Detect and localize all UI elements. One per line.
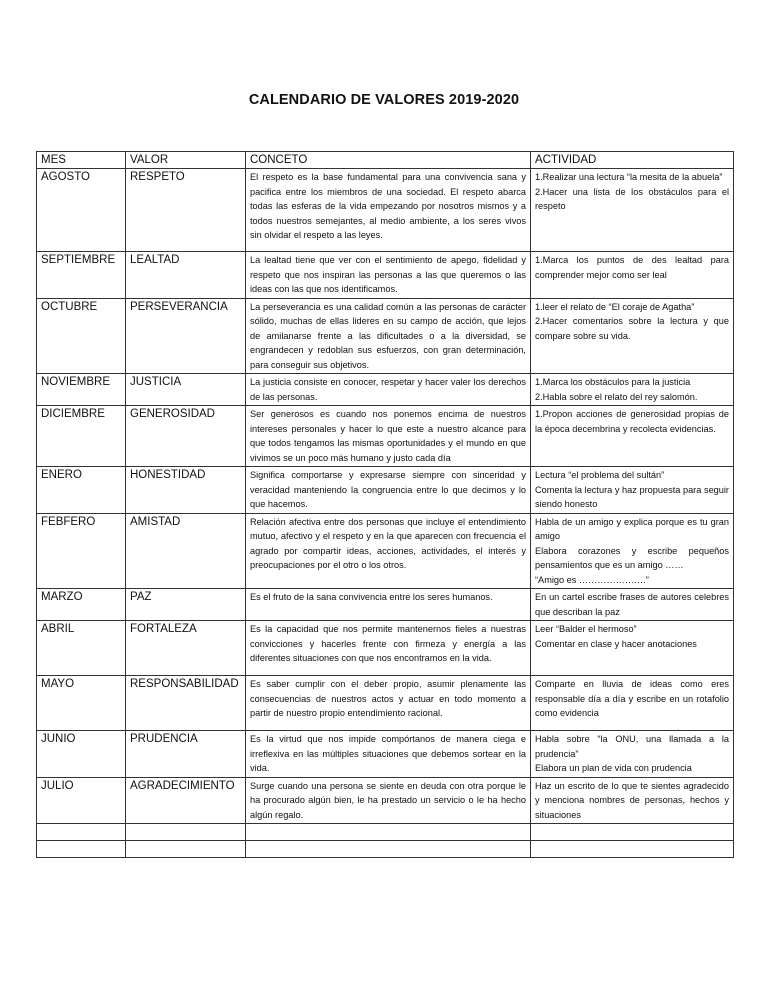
value-cell: FORTALEZA xyxy=(126,621,246,676)
header-concepto: CONCETO xyxy=(246,152,531,169)
empty-cell xyxy=(246,824,531,841)
value-cell: JUSTICIA xyxy=(126,374,246,406)
activity-line: Comentar en clase y hacer anotaciones xyxy=(535,638,697,649)
month-cell: ENERO xyxy=(37,467,126,514)
activity-line: Habla de un amigo y explica porque es tu gran amigo xyxy=(535,516,729,541)
month-cell: MARZO xyxy=(37,589,126,621)
value-cell: AGRADECIMIENTO xyxy=(126,777,246,824)
table-row xyxy=(37,513,734,589)
concept-cell: Ser generosos es cuando nos ponemos encima de nuestros intereses personales y hacer lo que este a nuestro alcance para que todos tengamos las mismas oportunidades y el mundo en que vivimos se un poco más humano y justo cada día xyxy=(246,406,531,467)
value-cell: AMISTAD xyxy=(126,513,246,589)
value-cell: LEALTAD xyxy=(126,252,246,299)
month-cell: AGOSTO xyxy=(37,169,126,252)
activity-cell xyxy=(531,676,734,731)
table-row xyxy=(37,252,734,299)
activity-line: Lectura “el problema del sultán” xyxy=(535,470,665,480)
activity-line: Comparte en lluvia de ideas como eres responsable día a día y escribe en un rotafolio como evidencia xyxy=(535,679,729,718)
document-title: CALENDARIO DE VALORES 2019-2020 xyxy=(248,92,520,108)
activity-line: 2.Hacer comentarios sobre la lectura y que compare sobre su vida. xyxy=(535,316,729,341)
value-cell: GENEROSIDAD xyxy=(126,406,246,467)
activity-line: Comenta la lectura y haz propuesta para seguir siendo honesto xyxy=(535,484,729,509)
month-cell: MAYO xyxy=(37,676,126,731)
month-cell: FEBFERO xyxy=(37,513,126,589)
month-cell: ABRIL xyxy=(37,621,126,676)
value-cell: RESPETO xyxy=(126,169,246,252)
concept-cell: La lealtad tiene que ver con el sentimiento de apego, fidelidad y respeto que nos inspiran las personas a las que queremos o las ideas con las que nos identificamos. xyxy=(246,252,531,299)
activity-cell xyxy=(531,298,734,374)
activity-line: 2.Hacer una lista de los obstáculos para el respeto xyxy=(535,186,729,211)
activity-line: 1.Marca los obstáculos para la justicia xyxy=(535,377,691,387)
activity-line: En un cartel escribe frases de autores celebres que describan la paz xyxy=(535,592,729,617)
table-row xyxy=(37,467,734,514)
table-row xyxy=(37,374,734,406)
month-cell: NOVIEMBRE xyxy=(37,374,126,406)
activity-line: Elabora corazones y escribe pequeños pensamientos que es un amigo …… xyxy=(535,545,729,570)
empty-cell xyxy=(126,841,246,858)
empty-cell xyxy=(531,824,734,841)
activity-cell xyxy=(531,252,734,299)
value-cell: PAZ xyxy=(126,589,246,621)
table-row xyxy=(37,169,734,252)
activity-line: 1.Realizar una lectura “la mesita de la abuela” xyxy=(535,172,723,182)
header-actividad: ACTIVIDAD xyxy=(531,152,734,169)
activity-line: 1.leer el relato de “El coraje de Agatha” xyxy=(535,301,695,312)
activity-cell xyxy=(531,169,734,252)
concept-cell: La justicia consiste en conocer, respetar y hacer valer los derechos de las personas. xyxy=(246,374,531,406)
activity-cell xyxy=(531,621,734,676)
value-cell: HONESTIDAD xyxy=(126,467,246,514)
concept-cell: La perseverancia es una calidad común a las personas de carácter sólido, muchas de ellas lideres en su campo de acción, que lejos de amilanarse frente a las dificultades o a la diversidad, se engrandecen y redoblan sus esfuerzos, con gran determinación, para conseguir sus objetivos. xyxy=(246,298,531,374)
table-row xyxy=(37,298,734,374)
concept-cell: Surge cuando una persona se siente en deuda con otra porque le ha procurado algún bien, le ha prestado un servicio o le ha hecho algún regalo. xyxy=(246,777,531,824)
value-cell: PERSEVERANCIA xyxy=(126,298,246,374)
empty-row xyxy=(37,824,734,841)
month-cell: SEPTIEMBRE xyxy=(37,252,126,299)
concept-cell: Es la capacidad que nos permite mantenernos fieles a nuestras convicciones y hacerles frente con firmeza y energía a las diferentes situaciones con que nos encontramos en la vida. xyxy=(246,621,531,676)
concept-cell: El respeto es la base fundamental para una convivencia sana y pacifica entre los miembros de una sociedad. El respeto abarca todas las esferas de la vida empezando por nosotros mismos y a todos nuestros semejantes, al medio ambiente, a los seres vivos sin olvidar el respeto a las leyes. xyxy=(246,169,531,252)
table-row xyxy=(37,777,734,824)
month-cell: OCTUBRE xyxy=(37,298,126,374)
concept-cell: Relación afectiva entre dos personas que incluye el entendimiento mutuo, afectivo y el respeto y en la que aparecen con frecuencia el agrado por compartir ideas, acciones, actividades, el interés y preocupaciones por el otro o los otros. xyxy=(246,513,531,589)
activity-line: Leer “Balder el hermoso” xyxy=(535,624,637,634)
empty-row xyxy=(37,841,734,858)
activity-line: 1.Propon acciones de generosidad propias de la época decembrina y recolecta evidencias. xyxy=(535,409,729,434)
empty-cell xyxy=(37,824,126,841)
activity-cell xyxy=(531,589,734,621)
concept-cell: Es el fruto de la sana convivencia entre los seres humanos. xyxy=(246,589,531,621)
activity-cell xyxy=(531,731,734,778)
value-cell: RESPONSABILIDAD xyxy=(126,676,246,731)
empty-cell xyxy=(531,841,734,858)
activity-cell xyxy=(531,777,734,824)
activity-line: “Amigo es ………………….” xyxy=(535,574,649,585)
concept-cell: Es la virtud que nos impide compórtanos de manera ciega e irreflexiva en las múltiples situaciones que debemos sortear en la vida. xyxy=(246,731,531,778)
concept-cell: Significa comportarse y expresarse siempre con sinceridad y veracidad manteniendo la congruencia entre lo que decimos y lo que hacemos. xyxy=(246,467,531,514)
activity-cell xyxy=(531,406,734,467)
activity-line: Habla sobre “la ONU, una llamada a la prudencia” xyxy=(535,734,729,759)
table-row xyxy=(37,676,734,731)
activity-cell xyxy=(531,513,734,589)
month-cell: JULIO xyxy=(37,777,126,824)
table-row xyxy=(37,621,734,676)
table-row xyxy=(37,731,734,778)
header-valor: VALOR xyxy=(126,152,246,169)
concept-cell: Es saber cumplir con el deber propio, asumir plenamente las consecuencias de nuestros actos y actuar en todo momento a partir de nuestro propio entendimiento racional. xyxy=(246,676,531,731)
table-header-row xyxy=(37,152,734,169)
empty-cell xyxy=(126,824,246,841)
month-cell: DICIEMBRE xyxy=(37,406,126,467)
empty-cell xyxy=(37,841,126,858)
header-mes: MES xyxy=(37,152,126,169)
activity-cell xyxy=(531,467,734,514)
activity-line: Haz un escrito de lo que te sientes agradecido y menciona nombres de personas, hechos y situaciones xyxy=(535,780,729,820)
activity-line: 2.Habla sobre el relato del rey salomón. xyxy=(535,391,698,402)
empty-cell xyxy=(246,841,531,858)
activity-cell xyxy=(531,374,734,406)
activity-line: 1.Marca los puntos de des lealtad para comprender mejor como ser leal xyxy=(535,255,729,280)
table-row xyxy=(37,406,734,467)
table-row xyxy=(37,589,734,621)
activity-line: Elabora un plan de vida con prudencia xyxy=(535,763,692,773)
month-cell: JUNIO xyxy=(37,731,126,778)
values-calendar-table xyxy=(36,151,734,858)
value-cell: PRUDENCIA xyxy=(126,731,246,778)
